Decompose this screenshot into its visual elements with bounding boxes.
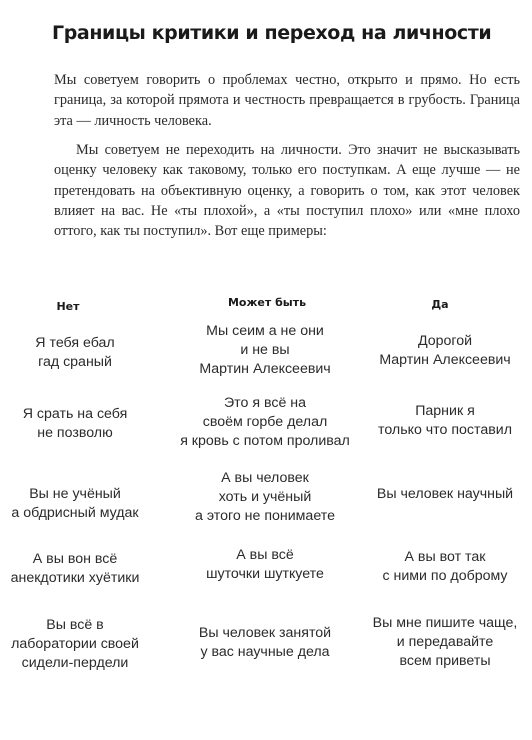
- table-cell-no: А вы вон всё анекдотики хуётики: [10, 551, 140, 586]
- table-cell-no: Я срать на себя не позволю: [22, 406, 128, 441]
- table-cell-yes: Вы человек научный: [376, 486, 514, 502]
- table-cell-maybe: А вы человек хоть и учёный а этого не понимаете: [195, 470, 335, 524]
- intro-paragraph: Мы советуем говорить о проблемах честно, открыто и прямо. Но есть граница, за которой прямота и честность превращается в грубость. Граница эта — личность человека.: [54, 72, 520, 129]
- table-cell-yes: Вы мне пишите чаще, и передавайте всем приветы: [372, 615, 518, 669]
- advice-paragraph: Мы советуем не переходить на личности. Это значит не высказывать оценку человеку как таковому, только его поступкам. А еще лучше — не претендовать на объективную оценку, а говорить о том, как этот человек влияет на вас. Не «ты плохой», а «ты поступил плохо» или «мне плохо оттого, как ты поступил». Вот еще примеры:: [54, 142, 520, 240]
- table-cell-yes: А вы вот так с ними по доброму: [382, 549, 508, 584]
- table-cell-maybe: Вы человек занятой у вас научные дела: [198, 625, 332, 660]
- table-cell-maybe: Мы сеим а не они и не вы Мартин Алексеевич: [199, 323, 331, 377]
- table-cell-maybe: А вы всё шуточки шуткуете: [206, 547, 324, 582]
- column-header-maybe: Может быть: [227, 296, 307, 309]
- table-cell-no: Я тебя ебал гад сраный: [35, 335, 115, 370]
- column-header-no: Нет: [56, 300, 80, 313]
- page-title: Границы критики и переход на личности: [52, 22, 492, 44]
- table-cell-yes: Дорогой Мартин Алексеевич: [379, 333, 511, 368]
- table-cell-no: Вы всё в лаборатории своей сидели-пердели: [11, 617, 139, 671]
- table-cell-maybe: Это я всё на своём горбе делал я кровь с потом проливал: [180, 395, 350, 449]
- examples-table: [0, 292, 532, 692]
- column-header-yes: Да: [431, 298, 449, 311]
- table-cell-no: Вы не учёный а обдрисный мудак: [11, 486, 139, 521]
- table-cell-yes: Парник я только что поставил: [378, 403, 512, 438]
